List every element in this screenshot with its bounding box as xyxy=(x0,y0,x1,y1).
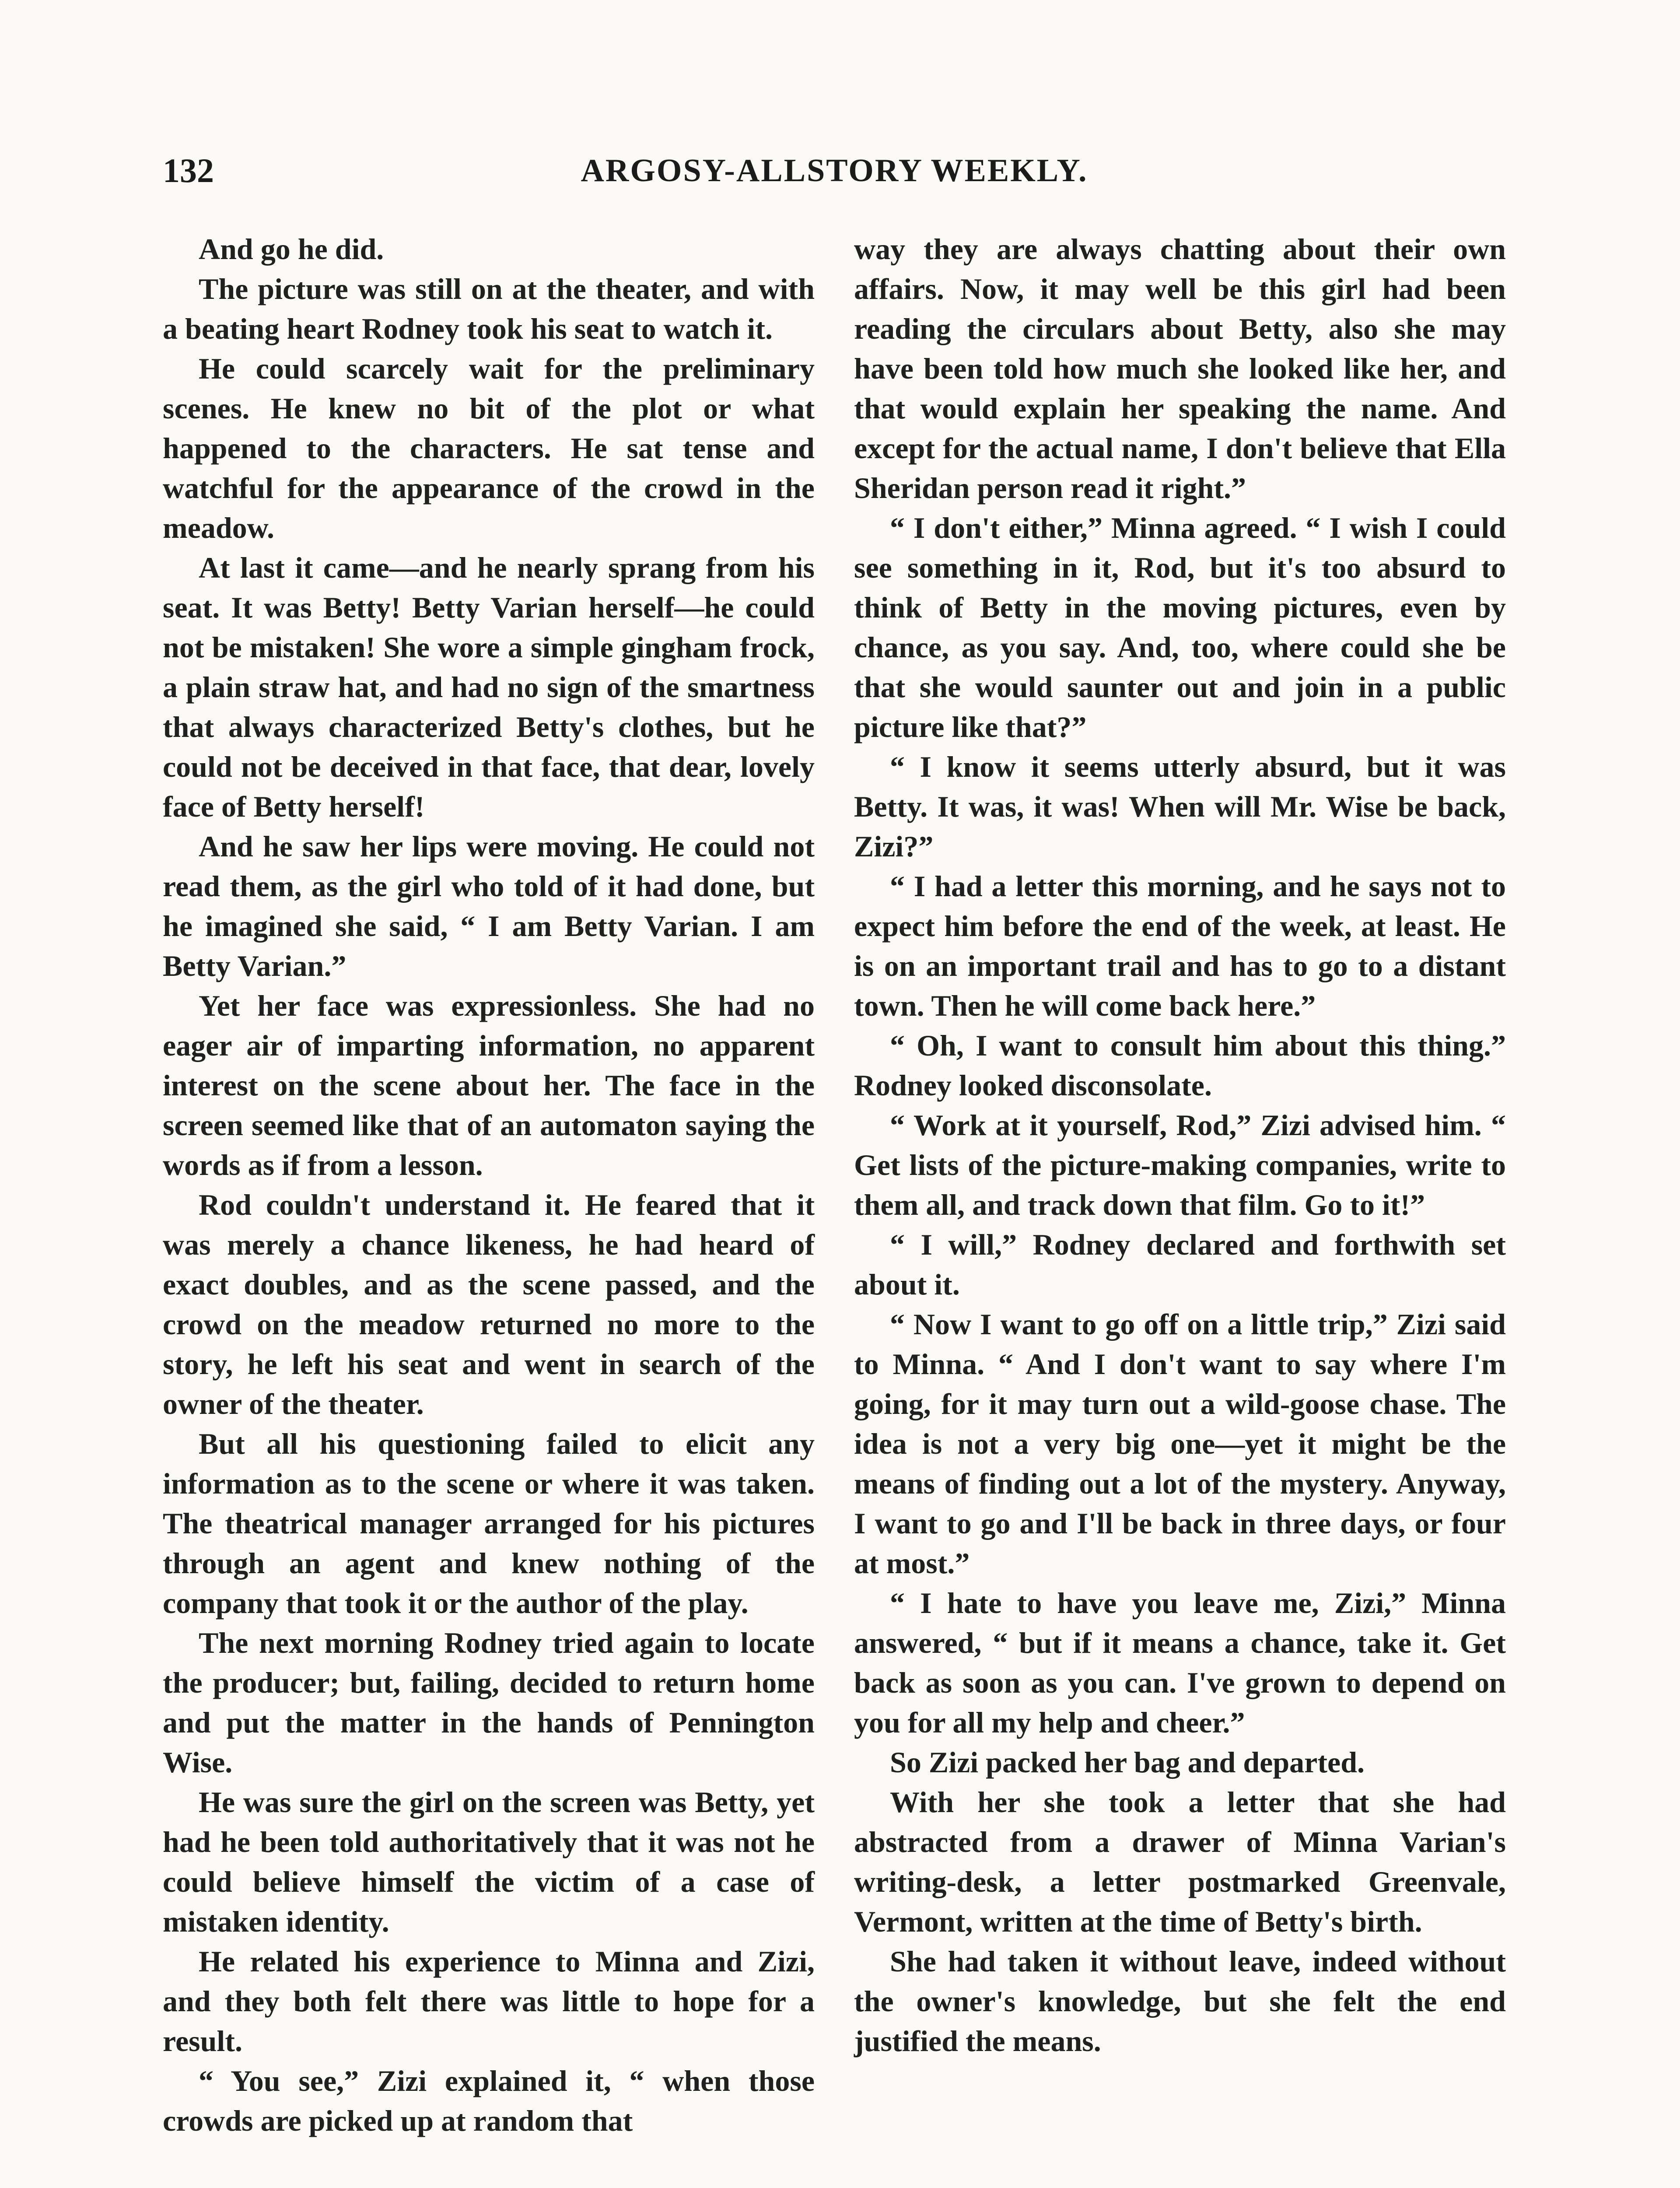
paragraph: He related his experience to Minna and Zizi, and they both felt there was little to hope for a result. xyxy=(163,1945,815,2058)
paragraph: “ I will,” Rodney declared and forthwith set about it. xyxy=(854,1228,1506,1301)
paragraph: But all his questioning failed to elicit any information as to the scene or where it was taken. The theatrical manager arranged for his pictures through an agent and knew nothing of the company that took it or the author of the play. xyxy=(163,1427,815,1620)
right-column xyxy=(854,229,1506,2061)
paragraph: “ You see,” Zizi explained it, “ when those crowds are picked up at random that xyxy=(163,2064,815,2137)
paragraph: Yet her face was expressionless. She had no eager air of imparting information, no apparent interest on the scene about her. The face in the screen seemed like that of an automaton saying the words as if from a lesson. xyxy=(163,989,815,1182)
paragraph: He was sure the girl on the screen was Betty, yet had he been told authoritatively that it was not he could believe himself the victim of a case of mistaken identity. xyxy=(163,1785,815,1938)
paragraph: So Zizi packed her bag and departed. xyxy=(890,1746,1365,1779)
paragraph: The next morning Rodney tried again to locate the producer; but, failing, decided to return home and put the matter in the hands of Pennington Wise. xyxy=(163,1626,815,1779)
paragraph: “ Work at it yourself, Rod,” Zizi advised him. “ Get lists of the picture-making companies, write to them all, and track down that film. Go to it!” xyxy=(854,1108,1506,1221)
paragraph: She had taken it without leave, indeed without the owner's knowledge, but she felt the end justified the means. xyxy=(854,1945,1506,2058)
paragraph: “ I hate to have you leave me, Zizi,” Minna answered, “ but if it means a chance, take it. Get back as soon as you can. I've grown to depend on you for all my help and cheer.” xyxy=(854,1586,1506,1739)
paragraph: “ Oh, I want to consult him about this thing.” Rodney looked disconsolate. xyxy=(854,1029,1506,1102)
paragraph-continued: way they are always chatting about their own affairs. Now, it may well be this girl had been reading the circulars about Betty, also she may have been told how much she looked like her, and that would explain her speaking the name. And except for the actual name, I don't believe that Ella Sheridan person read it right.” xyxy=(854,232,1506,505)
running-title: ARGOSY-ALLSTORY WEEKLY. xyxy=(581,153,1088,189)
paragraph: And go he did. xyxy=(199,232,384,266)
paragraph: “ I know it seems utterly absurd, but it was Betty. It was, it was! When will Mr. Wise be back, Zizi?” xyxy=(854,750,1506,863)
page-header xyxy=(163,144,1506,197)
paragraph: He could scarcely wait for the preliminary scenes. He knew no bit of the plot or what happened to the characters. He sat tense and watchful for the appearance of the crowd in the meadow. xyxy=(163,352,815,544)
paragraph: “ I don't either,” Minna agreed. “ I wish I could see something in it, Rod, but it's too absurd to think of Betty in the moving pictures, even by chance, as you say. And, too, where could she be that she would saunter out and join in a public picture like that?” xyxy=(854,511,1506,743)
left-column xyxy=(163,229,815,2141)
paragraph: With her she took a letter that she had abstracted from a drawer of Minna Varian's writing-desk, a letter postmarked Greenvale, Vermont, written at the time of Betty's birth. xyxy=(854,1785,1506,1938)
paragraph: At last it came—and he nearly sprang from his seat. It was Betty! Betty Varian herself—he could not be mistaken! She wore a simple gingham frock, a plain straw hat, and had no sign of the smartness that always characterized Betty's clothes, but he could not be deceived in that face, that dear, lovely face of Betty herself! xyxy=(163,551,815,823)
paragraph: “ Now I want to go off on a little trip,” Zizi said to Minna. “ And I don't want to say where I'm going, for it may turn out a wild-goose chase. The idea is not a very big one—yet it might be the means of finding out a lot of the mystery. Anyway, I want to go and I'll be back in three days, or four at most.” xyxy=(854,1308,1506,1580)
paragraph: The picture was still on at the theater, and with a beating heart Rodney took his seat to watch it. xyxy=(163,272,815,345)
paragraph: “ I had a letter this morning, and he says not to expect him before the end of the week, at least. He is on an important trail and has to go to a distant town. Then he will come back here.” xyxy=(854,870,1506,1022)
paragraph: Rod couldn't understand it. He feared that it was merely a chance likeness, he had heard of exact doubles, and as the scene passed, and the crowd on the meadow returned no more to the story, he left his seat and went in search of the owner of the theater. xyxy=(163,1188,815,1420)
page-number: 132 xyxy=(163,151,214,189)
paragraph: And he saw her lips were moving. He could not read them, as the girl who told of it had done, but he imagined she said, “ I am Betty Varian. I am Betty Varian.” xyxy=(163,830,815,982)
